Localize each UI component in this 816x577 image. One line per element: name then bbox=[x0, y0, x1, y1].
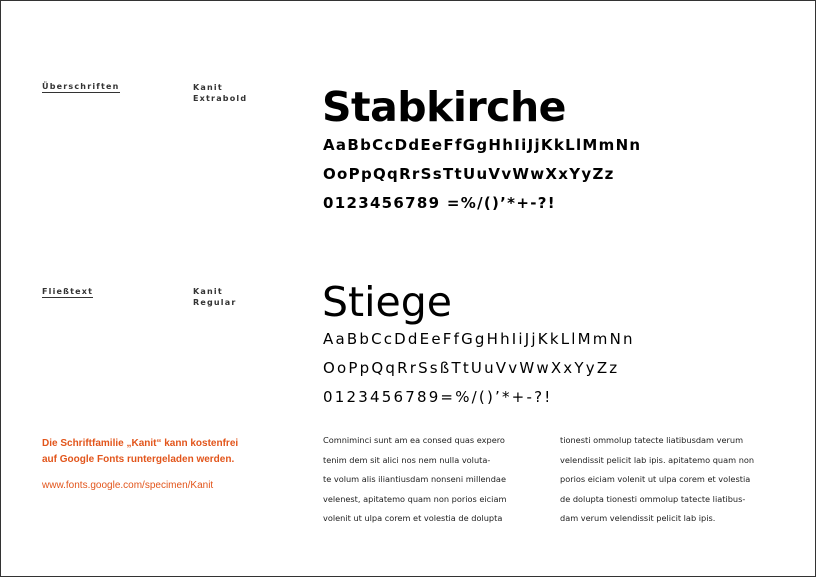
font-name-headings bbox=[193, 82, 247, 104]
google-fonts-link[interactable]: www.fonts.google.com/specimen/Kanit bbox=[42, 480, 214, 491]
font-weight-name: Extrabold bbox=[193, 94, 248, 103]
font-family-name: Kanit bbox=[193, 83, 223, 92]
note-line-1: Die Schriftfamilie „Kanit“ kann kostenfrei bbox=[42, 438, 239, 449]
heading-alphabet-line-1: AaBbCcDdEeFfGgHhIiJjKkLlMmNn bbox=[323, 136, 642, 154]
font-family-name: Kanit bbox=[193, 287, 223, 296]
heading-numerals-line: 0123456789 =%/()’*+-?! bbox=[323, 194, 556, 212]
text-line: dam verum velendissit pelicit lab ipis. bbox=[560, 513, 716, 523]
download-note bbox=[42, 436, 272, 468]
text-line: velendissit pelicit lab ipis. apitatemo quam non bbox=[560, 454, 755, 465]
text-line: tenim dem sit alici nos nem nulla voluta- bbox=[323, 454, 491, 465]
body-numerals-line: 0123456789=%/()’*+-?! bbox=[323, 388, 553, 406]
heading-alphabet-line-2: OoPpQqRrSsTtUuVvWwXxYyZz bbox=[323, 165, 615, 183]
text-line: velenest, apitatemo quam non porios eiciam bbox=[323, 493, 507, 504]
body-alphabet-line-1: AaBbCcDdEeFfGgHhIiJjKkLlMmNn bbox=[323, 330, 635, 348]
heading-sample-word: Stabkirche bbox=[322, 83, 566, 131]
text-line: tionesti ommolup tatecte liatibusdam verum bbox=[560, 435, 744, 445]
note-line-2: auf Google Fonts runtergeladen werden. bbox=[42, 454, 235, 465]
section-label-headings: Überschriften bbox=[42, 82, 120, 91]
text-line: Comniminci sunt am ea consed quas expero bbox=[323, 435, 505, 445]
sample-text-column-2 bbox=[560, 431, 754, 529]
body-alphabet-line-2: OoPpQqRrSsßTtUuVvWwXxYyZz bbox=[323, 359, 620, 377]
text-line: de dolupta tionesti ommolup tatecte liatibus- bbox=[560, 493, 746, 504]
font-name-body bbox=[193, 286, 237, 308]
sample-text-column-1 bbox=[323, 431, 506, 529]
body-sample-word: Stiege bbox=[322, 278, 452, 326]
section-label-body: Fließtext bbox=[42, 287, 94, 296]
font-weight-name: Regular bbox=[193, 298, 237, 307]
text-line: porios eiciam volenit ut ulpa corem et volestia bbox=[560, 474, 751, 484]
text-line: volenit ut ulpa corem et volestia de dolupta bbox=[323, 513, 503, 523]
text-line: te volum alis iliantiusdam nonseni millendae bbox=[323, 474, 506, 484]
